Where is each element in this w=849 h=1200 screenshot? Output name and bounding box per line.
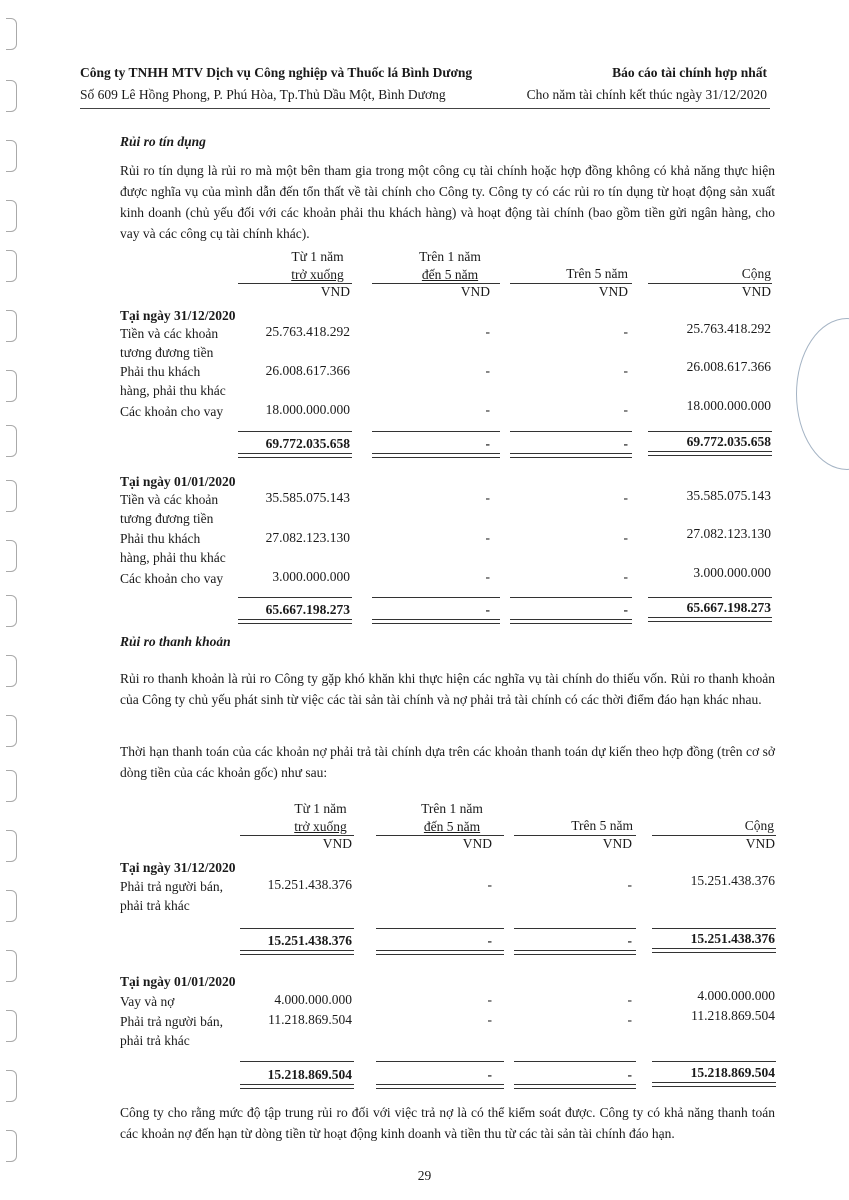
subtotal-rule xyxy=(240,928,354,929)
header-right xyxy=(527,62,767,106)
total-value: - xyxy=(627,933,632,948)
cell-value: 26.008.617.366 xyxy=(265,363,350,378)
unit-label: VND xyxy=(462,836,492,851)
unit-label: VND xyxy=(741,284,771,299)
period-label: Tại ngày 01/01/2020 xyxy=(120,474,236,489)
row-label: Các khoản cho vay xyxy=(120,571,224,586)
total-value: - xyxy=(487,933,492,948)
binding-ring xyxy=(6,250,17,282)
cell-value: 35.585.075.143 xyxy=(686,488,771,503)
col-header-2-line2: đến 5 năm xyxy=(423,819,481,834)
unit-label: VND xyxy=(322,836,352,851)
cell-value: 3.000.000.000 xyxy=(693,565,771,580)
cell-value: - xyxy=(485,402,490,417)
col-header-2 xyxy=(400,800,504,836)
binding-ring xyxy=(6,140,17,172)
col-header-4: Cộng xyxy=(744,818,774,833)
total-double-rule xyxy=(372,453,500,458)
binding-ring xyxy=(6,18,17,50)
binding-ring xyxy=(6,1010,17,1042)
col-header-1 xyxy=(278,800,363,836)
binding-ring xyxy=(6,950,17,982)
cell-value: - xyxy=(487,877,492,892)
cell-value: 15.251.438.376 xyxy=(267,877,352,892)
col-header-1 xyxy=(275,248,360,284)
total-double-rule xyxy=(240,950,354,955)
subtotal-rule xyxy=(652,1061,776,1062)
binding-ring xyxy=(6,80,17,112)
col-header-2-line1: Trên 1 năm xyxy=(419,249,481,264)
row-label xyxy=(120,362,226,400)
subtotal-rule xyxy=(652,928,776,929)
period-label: Tại ngày 31/12/2020 xyxy=(120,860,236,875)
total-double-rule xyxy=(240,1084,354,1089)
row-label xyxy=(120,877,223,915)
subtotal-rule xyxy=(510,597,632,598)
report-title: Báo cáo tài chính hợp nhất xyxy=(612,65,767,80)
row-label-line1: Phải thu khách xyxy=(120,364,201,379)
company-stamp xyxy=(796,318,849,470)
cell-value: - xyxy=(485,363,490,378)
subtotal-rule xyxy=(376,1061,504,1062)
liquidity-paragraph-2: Thời hạn thanh toán của các khoản nợ phải trả tài chính dựa trên các khoản thanh toán dự kiến theo hợp đồng (trên cơ sở dòng tiền của các khoản gốc) như sau: xyxy=(120,744,775,780)
binding-ring xyxy=(6,425,17,457)
col-header-1-line1: Từ 1 năm xyxy=(294,801,347,816)
cell-value: 4.000.000.000 xyxy=(274,992,352,1007)
subtotal-rule xyxy=(514,928,636,929)
liquidity-paragraph-1: Rủi ro thanh khoản là rủi ro Công ty gặp khó khăn khi thực hiện các nghĩa vụ tài chính do thiếu vốn. Rủi ro thanh khoản của Công ty chủ yếu phát sinh từ việc các tài sản tài chính và nợ phải trả tài chính có các thời điểm đáo hạn khác nhau. xyxy=(120,671,775,707)
row-label-line2: tương đương tiền xyxy=(120,511,214,526)
cell-value: 27.082.123.130 xyxy=(265,530,350,545)
total-double-rule xyxy=(510,453,632,458)
cell-value: 15.251.438.376 xyxy=(690,873,775,888)
row-label-line2: hàng, phải thu khác xyxy=(120,550,226,565)
credit-risk-title: Rủi ro tín dụng xyxy=(120,134,206,149)
row-label-line1: Tiền và các khoản xyxy=(120,326,219,341)
binding-ring xyxy=(6,480,17,512)
col-header-1-line2: trở xuống xyxy=(294,819,347,834)
subtotal-rule xyxy=(376,928,504,929)
cell-value: - xyxy=(623,402,628,417)
company-address: Số 609 Lê Hồng Phong, P. Phú Hòa, Tp.Thủ Dầu Một, Bình Dương xyxy=(80,87,446,102)
header-left xyxy=(80,62,472,106)
subtotal-rule xyxy=(648,597,772,598)
binding-ring xyxy=(6,1070,17,1102)
total-double-rule xyxy=(510,619,632,624)
cell-value: 25.763.418.292 xyxy=(686,321,771,336)
binding-ring xyxy=(6,655,17,687)
row-label xyxy=(120,529,226,567)
unit-label: VND xyxy=(460,284,490,299)
total-double-rule xyxy=(514,950,636,955)
cell-value: - xyxy=(623,363,628,378)
row-label-line2: phải trả khác xyxy=(120,1033,190,1048)
unit-label: VND xyxy=(598,284,628,299)
subtotal-rule xyxy=(372,597,500,598)
total-value: - xyxy=(485,602,490,617)
binding-ring xyxy=(6,540,17,572)
subtotal-rule xyxy=(648,431,772,432)
total-double-rule xyxy=(376,1084,504,1089)
cell-value: 26.008.617.366 xyxy=(686,359,771,374)
col-header-2-line1: Trên 1 năm xyxy=(421,801,483,816)
subtotal-rule xyxy=(514,1061,636,1062)
liquidity-closing-paragraph: Công ty cho rằng mức độ tập trung rủi ro đối với việc trả nợ là có thể kiểm soát được. Công ty có khả năng thanh toán các khoản nợ đến hạn từ dòng tiền từ hoạt động kinh doanh và tiền thu từ các tài sản tài chính đáo hạn. xyxy=(120,1105,775,1141)
cell-value: - xyxy=(627,992,632,1007)
unit-label: VND xyxy=(602,836,632,851)
total-value: 69.772.035.658 xyxy=(686,434,771,449)
cell-value: 27.082.123.130 xyxy=(686,526,771,541)
header-divider xyxy=(80,108,770,109)
row-label-line1: Phải trả người bán, xyxy=(120,879,223,894)
cell-value: 18.000.000.000 xyxy=(265,402,350,417)
total-double-rule xyxy=(514,1084,636,1089)
total-value: - xyxy=(623,602,628,617)
row-label: Các khoản cho vay xyxy=(120,404,224,419)
binding-ring xyxy=(6,1130,17,1162)
cell-value: 3.000.000.000 xyxy=(272,569,350,584)
liquidity-risk-title: Rủi ro thanh khoản xyxy=(120,634,231,649)
total-double-rule xyxy=(648,617,772,622)
binding-ring xyxy=(6,890,17,922)
col-header-2-line2: đến 5 năm xyxy=(421,267,479,282)
cell-value: 11.218.869.504 xyxy=(268,1012,352,1027)
col-header-1-line2: trở xuống xyxy=(291,267,344,282)
row-label xyxy=(120,324,218,362)
cell-value: - xyxy=(623,569,628,584)
subtotal-rule xyxy=(510,431,632,432)
row-label: Vay và nợ xyxy=(120,994,175,1009)
total-double-rule xyxy=(238,453,352,458)
subtotal-rule xyxy=(238,597,352,598)
cell-value: 18.000.000.000 xyxy=(686,398,771,413)
row-label-line2: phải trả khác xyxy=(120,898,190,913)
company-name: Công ty TNHH MTV Dịch vụ Công nghiệp và Thuốc lá Bình Dương xyxy=(80,65,473,80)
period-label: Tại ngày 01/01/2020 xyxy=(120,974,236,989)
total-value: 65.667.198.273 xyxy=(265,602,350,617)
col-header-4: Cộng xyxy=(741,266,771,281)
cell-value: 25.763.418.292 xyxy=(265,324,350,339)
subtotal-rule xyxy=(240,1061,354,1062)
total-value: - xyxy=(487,1067,492,1082)
row-label xyxy=(120,490,218,528)
total-double-rule xyxy=(376,950,504,955)
total-value: 15.218.869.504 xyxy=(690,1065,775,1080)
cell-value: - xyxy=(623,530,628,545)
total-value: 15.251.438.376 xyxy=(267,933,352,948)
col-header-1-line1: Từ 1 năm xyxy=(291,249,344,264)
total-value: - xyxy=(485,436,490,451)
cell-value: - xyxy=(623,490,628,505)
total-value: 15.218.869.504 xyxy=(267,1067,352,1082)
total-double-rule xyxy=(652,948,776,953)
cell-value: 4.000.000.000 xyxy=(697,988,775,1003)
binding-ring xyxy=(6,200,17,232)
total-value: 69.772.035.658 xyxy=(265,436,350,451)
cell-value: - xyxy=(487,992,492,1007)
cell-value: - xyxy=(627,1012,632,1027)
cell-value: - xyxy=(485,324,490,339)
total-value: - xyxy=(627,1067,632,1082)
col-header-2 xyxy=(400,248,500,284)
subtotal-rule xyxy=(238,431,352,432)
row-label-line2: hàng, phải thu khác xyxy=(120,383,226,398)
cell-value: - xyxy=(627,877,632,892)
report-period: Cho năm tài chính kết thúc ngày 31/12/2020 xyxy=(526,87,767,102)
binding-ring xyxy=(6,770,17,802)
cell-value: - xyxy=(623,324,628,339)
subtotal-rule xyxy=(372,431,500,432)
credit-risk-paragraph: Rủi ro tín dụng là rủi ro mà một bên tham gia trong một công cụ tài chính hoặc hợp đồng không có khả năng thực hiện được nghĩa vụ của mình dẫn đến tổn thất về tài chính cho Công ty. Công ty có các rủi ro tín dụng từ hoạt động sản xuất kinh doanh (chủ yếu đối với các khoản phải thu khách hàng) và hoạt động tài chính (bao gồm tiền gửi ngân hàng, cho vay và các công cụ tài chính khác). xyxy=(120,163,775,241)
period-label: Tại ngày 31/12/2020 xyxy=(120,308,236,323)
cell-value: - xyxy=(485,569,490,584)
row-label xyxy=(120,1012,223,1050)
binding-ring xyxy=(6,830,17,862)
binding-ring xyxy=(6,310,17,342)
cell-value: - xyxy=(485,530,490,545)
col-header-3: Trên 5 năm xyxy=(566,266,628,281)
col-header-3: Trên 5 năm xyxy=(571,818,633,833)
total-double-rule xyxy=(648,451,772,456)
total-value: 15.251.438.376 xyxy=(690,931,775,946)
total-value: 65.667.198.273 xyxy=(686,600,771,615)
row-label-line1: Tiền và các khoản xyxy=(120,492,219,507)
total-value: - xyxy=(623,436,628,451)
row-label-line1: Phải thu khách xyxy=(120,531,201,546)
total-double-rule xyxy=(372,619,500,624)
total-double-rule xyxy=(652,1082,776,1087)
binding-ring xyxy=(6,370,17,402)
row-label-line1: Phải trả người bán, xyxy=(120,1014,223,1029)
cell-value: - xyxy=(485,490,490,505)
page-number: 29 xyxy=(417,1168,432,1183)
total-double-rule xyxy=(238,619,352,624)
row-label-line2: tương đương tiền xyxy=(120,345,214,360)
cell-value: 35.585.075.143 xyxy=(265,490,350,505)
cell-value: 11.218.869.504 xyxy=(691,1008,775,1023)
binding-ring xyxy=(6,595,17,627)
unit-label: VND xyxy=(320,284,350,299)
cell-value: - xyxy=(487,1012,492,1027)
binding-ring xyxy=(6,715,17,747)
unit-label: VND xyxy=(745,836,775,851)
